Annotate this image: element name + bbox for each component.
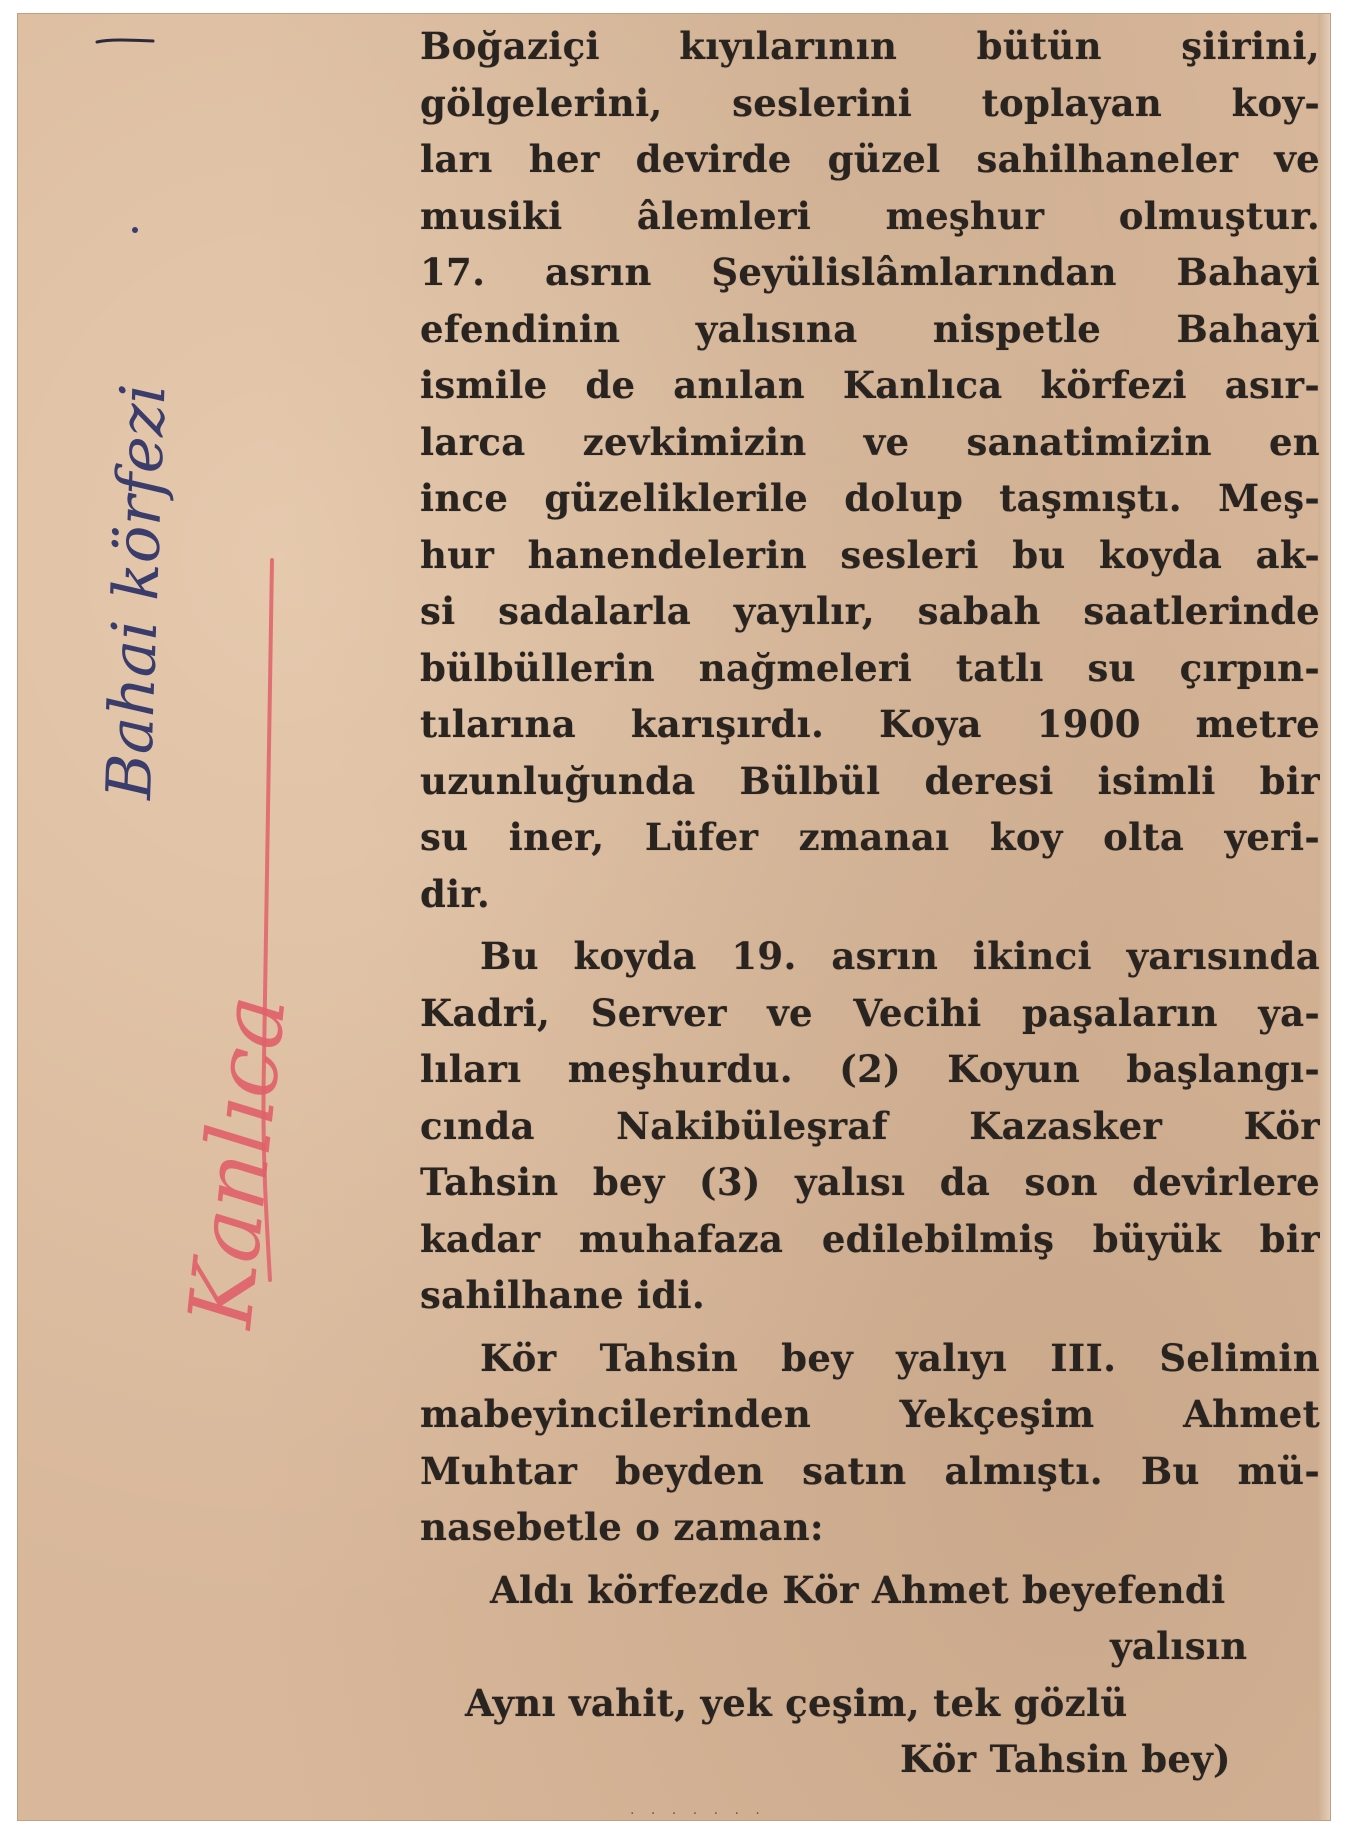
- article-line: kadar muhafaza edilebilmiş büyük bir: [420, 1216, 1320, 1261]
- article-line: bülbüllerin nağmeleri tatlı su çırpın-: [420, 645, 1320, 690]
- article-line: Tahsin bey (3) yalısı da son devirlere: [420, 1160, 1320, 1204]
- article-line: si sadalarla yayılır, sabah saatlerinde: [420, 589, 1320, 633]
- article-line: cında Nakibüleşraf Kazasker Kör: [420, 1103, 1320, 1148]
- poem-line: Aldı körfezde Kör Ahmet beyefendi: [490, 1567, 1226, 1612]
- article-line: nasebetle o zaman:: [420, 1505, 824, 1549]
- article-line: sahilhane idi.: [420, 1273, 706, 1317]
- article-line: ince güzeliklerile dolup taşmıştı. Meş-: [420, 476, 1320, 520]
- article-line: su iner, Lüfer zmanaı koy olta yeri-: [420, 815, 1320, 859]
- article-line: Boğaziçi kıyılarının bütün şiirini,: [420, 24, 1320, 68]
- article-line: uzunluğunda Bülbül deresi isimli bir: [420, 758, 1320, 803]
- article-text: [420, 18, 1320, 1788]
- article-line: hur hanendelerin sesleri bu koyda ak-: [420, 532, 1320, 577]
- article-line: ismile de anılan Kanlıca körfezi asır-: [420, 363, 1320, 407]
- ornament-dots: · · · · · · ·: [630, 1806, 766, 1822]
- article-line: mabeyincilerinden Yekçeşim Ahmet: [420, 1392, 1320, 1436]
- pencil-corner-mark: [95, 30, 155, 50]
- article-line: musiki âlemleri meşhur olmuştur.: [420, 193, 1320, 238]
- article-line: Kadri, Server ve Vecihi paşaların ya-: [420, 990, 1320, 1035]
- article-line: Bu koyda 19. asrın ikinci yarısında: [480, 934, 1320, 978]
- handwritten-annotations: [40, 200, 340, 1400]
- article-line: larca zevkimizin ve sanatimizin en: [420, 419, 1320, 464]
- article-line: efendinin yalısına nispetle Bahayi: [420, 306, 1320, 351]
- poem-line: yalısın: [1110, 1624, 1248, 1668]
- article-line: 17. asrın Şeyülislâmlarından Bahayi: [420, 250, 1320, 294]
- handwritten-note: Bahai körfezi: [92, 382, 180, 801]
- poem-line: Aynı vahit, yek çeşim, tek gözlü: [465, 1680, 1128, 1725]
- article-line: lıları meşhurdu. (2) Koyun başlangı-: [420, 1047, 1320, 1091]
- article-line: Kör Tahsin bey yalıyı III. Selimin: [480, 1335, 1320, 1380]
- article-line: tılarına karışırdı. Koya 1900 metre: [420, 702, 1320, 746]
- article-line: dir.: [420, 871, 491, 916]
- article-line: Muhtar beyden satın almıştı. Bu mü-: [420, 1448, 1320, 1493]
- handwritten-red-note: Kanlıca: [168, 990, 306, 1333]
- poem-line: Kör Tahsin bey): [900, 1737, 1231, 1781]
- article-line: ları her devirde güzel sahilhaneler ve: [420, 137, 1320, 181]
- article-line: gölgelerini, seslerini toplayan koy-: [420, 80, 1320, 125]
